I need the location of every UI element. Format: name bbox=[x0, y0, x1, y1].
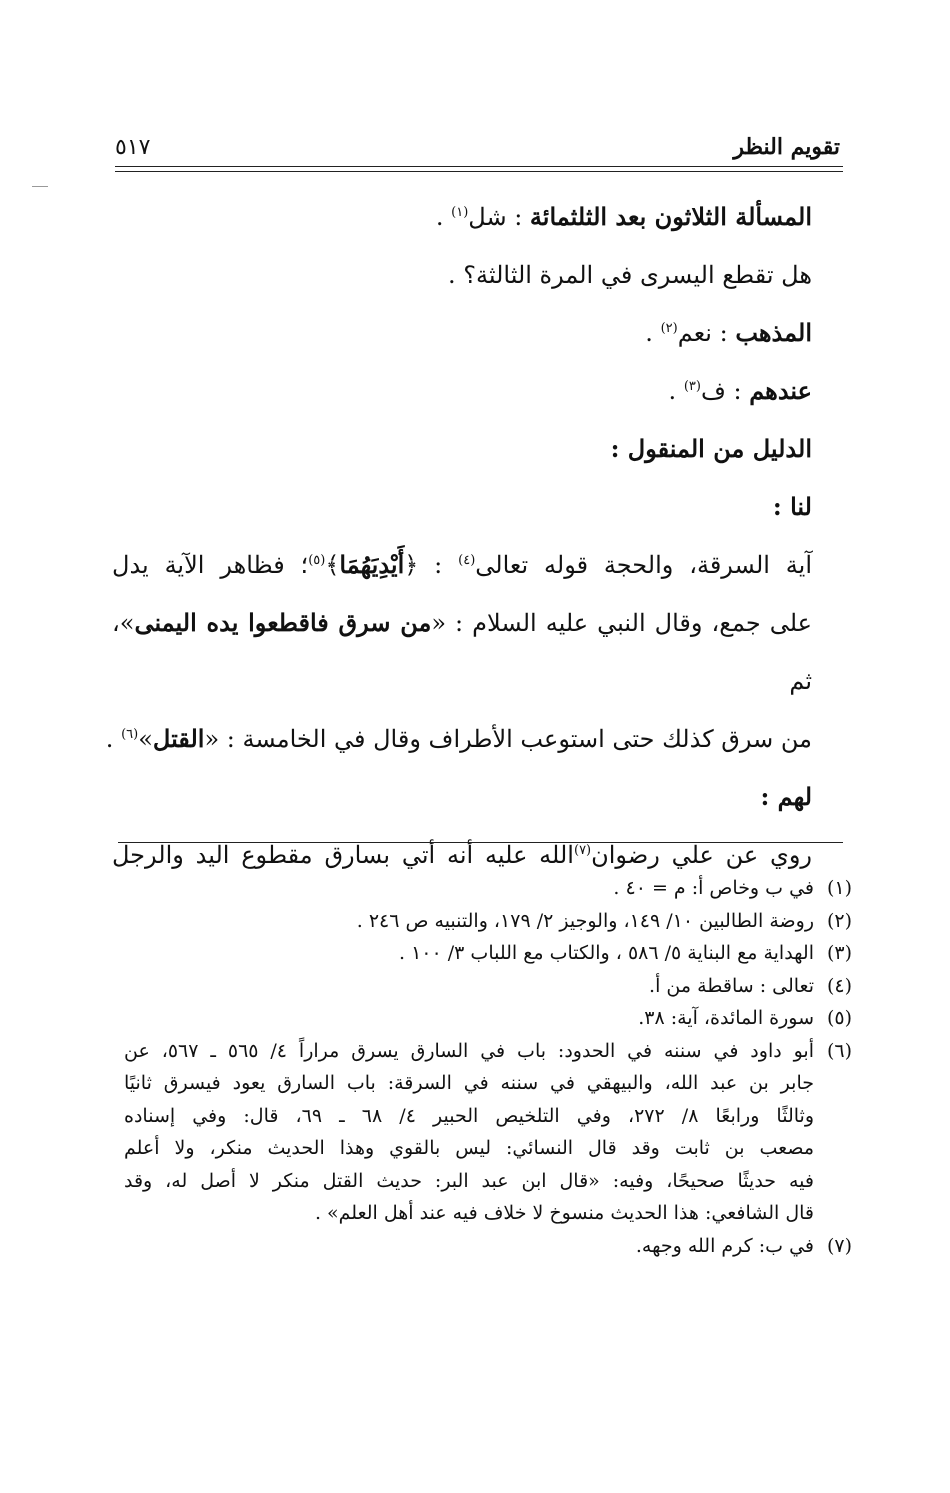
quran-word: أَيْدِيَهُمَا bbox=[339, 550, 405, 579]
footnote-ref-3: (٣) bbox=[683, 379, 701, 394]
footnote-line: الهداية مع البناية ٥/ ٥٨٦ ، والكتاب مع اللباب ٣/ ١٠٠ . bbox=[399, 942, 814, 964]
footnote-ref-5: (٥) bbox=[308, 553, 326, 568]
indahum-line bbox=[112, 362, 812, 420]
para1-text-i: . bbox=[105, 725, 114, 753]
para2-text-a: روي عن علي رضوان bbox=[591, 841, 813, 869]
para2-text-b: الله عليه أنه أتي بسارق مقطوع اليد والرجل bbox=[112, 841, 574, 869]
footnote-text bbox=[124, 937, 814, 970]
indahum-value: : ف bbox=[700, 377, 742, 405]
footnote-line: جابر بن عبد الله، والبيهقي في سننه في السرقة: باب السارق يعود فيسرق ثانيًا bbox=[124, 1072, 814, 1094]
footnote-number: (٦) bbox=[826, 1039, 852, 1062]
footnote-number: (١) bbox=[826, 877, 852, 899]
para1-text-a: آية السرقة، والحجة قوله تعالى bbox=[475, 551, 812, 579]
question-line: هل تقطع اليسرى في المرة الثالثة؟ . bbox=[447, 261, 812, 289]
footnote-number: (٤) bbox=[826, 974, 852, 997]
lahum-heading: لهم : bbox=[760, 782, 812, 811]
footnote-item bbox=[124, 905, 852, 938]
para1-text-e: على جمع، وقال النبي عليه السلام : « bbox=[431, 609, 812, 637]
lana-heading: لنا : bbox=[772, 492, 812, 521]
footnote-text bbox=[124, 1002, 814, 1035]
header-rule bbox=[115, 166, 843, 167]
footnote-ref-2: (٢) bbox=[660, 321, 678, 336]
running-title: تقويم النظر bbox=[733, 134, 840, 160]
footnote-ref-1: (١) bbox=[451, 205, 469, 220]
footnote-line: في ب وخاص أ: م = ٤٠ . bbox=[613, 877, 814, 899]
issue-end: . bbox=[435, 203, 444, 231]
footnote-line: روضة الطالبين ١٠/ ١٤٩، والوجيز ٢/ ١٧٩، والتنبيه ص ٢٤٦ . bbox=[356, 909, 814, 932]
para1-text-b: : ﴿ bbox=[404, 551, 443, 579]
margin-tick bbox=[32, 186, 48, 187]
footnote-line: سورة المائدة، آية: ٣٨. bbox=[638, 1007, 814, 1029]
footnote-ref-4: (٤) bbox=[458, 553, 476, 568]
madhhab-value: : نعم bbox=[677, 319, 728, 347]
footnote-line: قال الشافعي: هذا الحديث منسوخ لا خلاف فيه عند أهل العلم» . bbox=[314, 1202, 814, 1224]
hadith-quote: من سرق فاقطعوا يده اليمنى bbox=[134, 608, 432, 637]
para1-text-f: »، ثم bbox=[112, 609, 812, 695]
issue-line bbox=[112, 188, 812, 246]
footnote-line: أبو داود في سننه في الحدود: باب في السارق يسرق مراراً ٤/ ٥٦٥ ـ ٥٦٧، عن bbox=[124, 1039, 814, 1062]
footnote-ref-6: (٦) bbox=[121, 727, 139, 742]
para1-text-h: » bbox=[138, 725, 153, 753]
page-number: ٥١٧ bbox=[115, 135, 151, 160]
footnote-item bbox=[124, 1035, 852, 1230]
issue-heading: المسألة الثلاثون بعد الثلثمائة bbox=[529, 202, 812, 231]
footnote-text bbox=[124, 1230, 814, 1263]
para1-text-g: من سرق كذلك حتى استوعب الأطراف وقال في الخامسة : « bbox=[204, 725, 812, 753]
madhhab-line bbox=[112, 304, 812, 362]
footnote-number: (٢) bbox=[826, 909, 852, 932]
footnote-number: (٥) bbox=[826, 1007, 852, 1029]
footnotes bbox=[124, 872, 852, 1262]
madhhab-label: المذهب bbox=[735, 318, 812, 347]
footnote-item bbox=[124, 872, 852, 905]
footnote-line: مصعب بن ثابت وقد قال النسائي: ليس بالقوي وهذا الحديث منكر، ولا أعلم bbox=[124, 1137, 814, 1159]
footnote-item bbox=[124, 970, 852, 1003]
footnote-text bbox=[124, 905, 814, 938]
para1-text-c: ﴾ bbox=[325, 551, 340, 579]
footnote-text bbox=[124, 872, 814, 905]
footnote-number: (٧) bbox=[826, 1234, 852, 1257]
footnote-text bbox=[124, 970, 814, 1003]
footnote-separator bbox=[118, 842, 843, 843]
footnote-text bbox=[124, 1035, 814, 1230]
footnote-ref-7: (٧) bbox=[573, 843, 592, 858]
issue-code: : شل bbox=[468, 203, 523, 231]
main-text bbox=[105, 188, 813, 884]
footnote-item bbox=[124, 937, 852, 970]
footnote-line: فيه حديثًا صحيحًا، وفيه: «قال ابن عبد البر: حديث القتل منكر لا أصل له، وقد bbox=[124, 1169, 814, 1192]
footnote-item bbox=[124, 1230, 852, 1263]
header-rule-second bbox=[115, 171, 843, 172]
paragraph-1-line-1 bbox=[112, 536, 812, 594]
madhhab-end: . bbox=[645, 319, 653, 347]
footnote-line: تعالى : ساقطة من أ. bbox=[649, 974, 814, 997]
qatl-word: القتل bbox=[152, 724, 205, 753]
paragraph-1-line-3 bbox=[105, 710, 812, 768]
page-header bbox=[115, 120, 840, 160]
indahum-label: عندهم bbox=[749, 376, 812, 405]
indahum-end: . bbox=[668, 377, 677, 405]
footnote-line: في ب: كرم الله وجهه. bbox=[635, 1234, 814, 1257]
footnote-item bbox=[124, 1002, 852, 1035]
para1-text-d: ؛ فظاهر الآية يدل bbox=[112, 551, 309, 579]
paragraph-1-line-2 bbox=[112, 594, 812, 710]
footnote-number: (٣) bbox=[826, 942, 852, 964]
evidence-heading: الدليل من المنقول : bbox=[610, 434, 812, 463]
footnote-line: وثالثًا ورابعًا ٨/ ٢٧٢، وفي التلخيص الحبير ٤/ ٦٨ ـ ٦٩، قال: وفي إسناده bbox=[124, 1104, 814, 1127]
